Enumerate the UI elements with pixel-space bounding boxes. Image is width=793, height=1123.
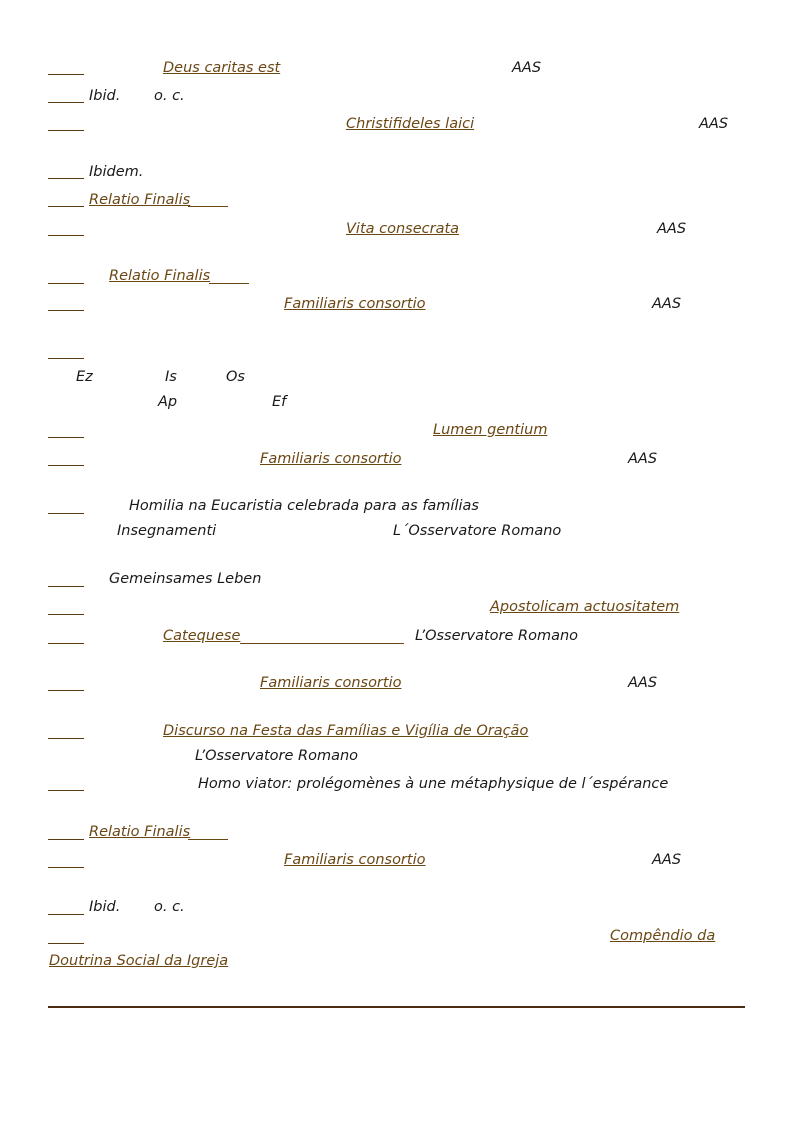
ibid-text: Ibid. xyxy=(89,899,121,915)
book-title-homo-viator: Homo viator: prolégomènes à une métaphysique de l´espérance xyxy=(198,776,669,792)
doc-link-familiaris-consortio[interactable]: Familiaris consortio xyxy=(284,852,426,868)
aas-label: AAS xyxy=(652,296,682,312)
footnote-marker-line xyxy=(48,283,84,284)
homily-title: Homilia na Eucaristia celebrada para as famílias xyxy=(129,498,479,514)
footnote-marker-line xyxy=(48,690,84,691)
doc-link-deus-caritas-est[interactable]: Deus caritas est xyxy=(163,60,281,76)
footnote-marker-line xyxy=(48,586,84,587)
footnote-marker-line xyxy=(48,839,84,840)
aas-label: AAS xyxy=(657,221,687,237)
osservatore-romano-text: L’Osservatore Romano xyxy=(415,628,579,644)
footnote-marker-line xyxy=(48,614,84,615)
insegnamenti-text: Insegnamenti xyxy=(117,523,217,539)
ibidem-text: Ibidem. xyxy=(89,164,144,180)
doc-link-relatio-finalis[interactable]: Relatio Finalis xyxy=(89,192,191,208)
doc-link-familiaris-consortio[interactable]: Familiaris consortio xyxy=(260,675,402,691)
link-underline-trail xyxy=(188,206,228,207)
bible-ref-ez: Ez xyxy=(76,369,93,385)
ibid-text: Ibid. xyxy=(89,88,121,104)
aas-label: AAS xyxy=(628,675,658,691)
bible-ref-ef: Ef xyxy=(272,394,287,410)
link-underline-trail xyxy=(188,839,228,840)
osservatore-romano-text: L´Osservatore Romano xyxy=(393,523,562,539)
footnote-marker-line xyxy=(48,513,84,514)
footnote-marker-line xyxy=(48,178,84,179)
footnote-marker-line xyxy=(48,790,84,791)
footnote-marker-line xyxy=(48,358,84,359)
doc-link-compendio-line2[interactable]: Doutrina Social da Igreja xyxy=(49,953,229,969)
doc-link-discurso-festa-familias[interactable]: Discurso na Festa das Famílias e Vigília de Oração xyxy=(163,723,529,739)
doc-link-familiaris-consortio[interactable]: Familiaris consortio xyxy=(284,296,426,312)
doc-link-relatio-finalis[interactable]: Relatio Finalis xyxy=(89,824,191,840)
osservatore-romano-text: L’Osservatore Romano xyxy=(195,748,359,764)
footnote-marker-line xyxy=(48,74,84,75)
aas-label: AAS xyxy=(628,451,658,467)
oc-text: o. c. xyxy=(154,88,185,104)
aas-label: AAS xyxy=(699,116,729,132)
doc-link-compendio-line1[interactable]: Compêndio da xyxy=(610,928,716,944)
link-underline-trail xyxy=(240,643,404,644)
bible-ref-os: Os xyxy=(226,369,245,385)
bible-ref-is: Is xyxy=(165,369,177,385)
footnote-marker-line xyxy=(48,465,84,466)
doc-link-relatio-finalis[interactable]: Relatio Finalis xyxy=(109,268,211,284)
footnote-marker-line xyxy=(48,738,84,739)
doc-link-catequese[interactable]: Catequese xyxy=(163,628,241,644)
footnote-marker-line xyxy=(48,943,84,944)
aas-label: AAS xyxy=(652,852,682,868)
footnote-marker-line xyxy=(48,206,84,207)
footnote-marker-line xyxy=(48,235,84,236)
bible-ref-ap: Ap xyxy=(158,394,178,410)
book-title-gemeinsames-leben: Gemeinsames Leben xyxy=(109,571,262,587)
aas-label: AAS xyxy=(512,60,542,76)
footnote-marker-line xyxy=(48,130,84,131)
oc-text: o. c. xyxy=(154,899,185,915)
doc-link-familiaris-consortio[interactable]: Familiaris consortio xyxy=(260,451,402,467)
footnote-marker-line xyxy=(48,643,84,644)
doc-link-christifideles-laici[interactable]: Christifideles laici xyxy=(346,116,475,132)
footnote-marker-line xyxy=(48,310,84,311)
doc-link-vita-consecrata[interactable]: Vita consecrata xyxy=(346,221,460,237)
page-bottom-rule xyxy=(48,1006,745,1008)
footnote-marker-line xyxy=(48,437,84,438)
doc-link-apostolicam-actuositatem[interactable]: Apostolicam actuositatem xyxy=(490,599,680,615)
footnote-marker-line xyxy=(48,914,84,915)
link-underline-trail xyxy=(209,283,249,284)
footnote-marker-line xyxy=(48,102,84,103)
footnote-marker-line xyxy=(48,867,84,868)
doc-link-lumen-gentium[interactable]: Lumen gentium xyxy=(433,422,548,438)
